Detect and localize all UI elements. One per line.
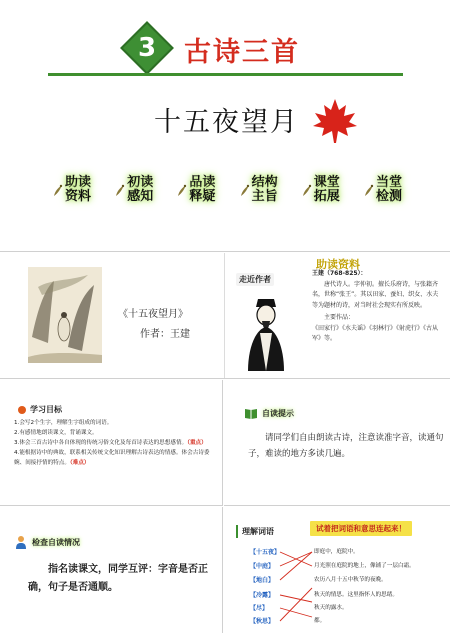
nav-item-test[interactable] [363,176,402,204]
nav-label: 助读 [65,175,92,190]
slide-cover[interactable] [0,0,450,252]
title-underline [48,73,403,76]
match-line [280,552,312,580]
vocab-term[interactable]: 【尽】 [250,605,269,612]
check-heading [14,535,80,549]
works-list: 《田家行》《水夫谣》《羽林行》《射虎行》《古从军》等。 [312,324,439,342]
vocab-def[interactable]: 月光照在庭院的地上，像铺了一层白霜。 [314,563,415,569]
matching-lines [224,507,450,633]
author-tag: 走近作者 [236,273,274,286]
nav-item-first-reading[interactable] [114,176,153,204]
nav-label: 拓展 [313,189,340,204]
vocab-term[interactable]: 【冷露】 [250,592,275,599]
vocab-term[interactable]: 【秋思】 [250,618,275,625]
bird-icon [52,182,63,198]
bird-icon [114,182,125,198]
nav-item-structure[interactable] [239,176,278,204]
vocab-term[interactable]: 【地白】 [250,577,275,584]
vocab-title: 理解词语 [236,525,278,538]
nav-label: 品读 [189,175,216,190]
nav-label: 结构 [251,175,278,190]
goal-item: 1.会写2个生字，理解生字组成的词语。 [14,420,113,426]
nav-label: 课堂 [313,175,340,190]
bird-icon [239,182,250,198]
nav-label: 检测 [375,189,402,204]
check-title: 检查自读情况 [32,537,80,547]
match-line [280,595,312,602]
goals-heading [18,404,62,415]
vocab-banner: 试着把词语和意思连起来！ [310,521,412,536]
vocab-def[interactable]: 秋天的露水。 [314,605,348,611]
slide-check[interactable] [0,507,223,633]
tips-title: 自读提示 [262,408,294,418]
goal-item: 2.有感情地朗读课文，背诵课文。 [14,430,98,436]
bird-icon [176,182,187,198]
slide-author[interactable] [0,253,450,379]
poet-portrait-image [236,293,296,371]
vocab-term[interactable]: 【中庭】 [250,563,275,570]
author-name-line: 王建（768-825）： [312,270,367,277]
slide-divider [224,253,225,379]
poem-author: 作者：王建 [140,329,190,340]
vocab-term[interactable]: 【十五夜】 [250,549,281,556]
key-point-tag: （重点） [187,440,207,446]
nav-label: 资料 [65,189,92,204]
book-icon [244,407,258,419]
goals-title: 学习目标 [30,405,62,414]
poem-book-title: 《十五夜望月》 [118,309,188,320]
vocab-def[interactable]: 秋天的情思。这里指怀人的思绪。 [314,592,398,598]
vocab-def[interactable]: 农历八月十五中秋节的夜晚。 [314,577,387,583]
nav-label: 当堂 [375,175,402,190]
author-bio-text: 唐代诗人。字仲初。擅长乐府诗，与张籍齐名，世称“张王”。其以田家、蚕妇、织女、水夫等为题材的诗，对当时社会现实有所反映。 [312,280,439,309]
author-bio [312,269,442,345]
nav-item-close-reading[interactable] [176,176,215,204]
bullet-icon [18,406,26,414]
tips-body: 请同学们自由朗读古诗，注意读准字音，读通句子，难读的地方多读几遍。 [248,433,444,459]
check-body: 指名读课文，同学互评：字音是否正确，句子是否通顺。 [28,564,208,593]
nav-item-extension[interactable] [301,176,340,204]
nav-label: 主旨 [251,189,278,204]
works-title: 主要作品： [324,314,355,321]
nav-item-reading-aids[interactable] [52,176,91,204]
slide-tips[interactable] [224,380,450,506]
vocab-def[interactable]: 都。 [314,618,326,624]
slide-vocab[interactable] [224,507,450,633]
landscape-painting-image [28,267,102,363]
vocab-def[interactable]: 即庭中，庭院中。 [314,549,359,555]
tips-heading [244,407,294,419]
lesson-number: 3 [137,33,157,63]
student-icon [14,535,28,549]
bird-icon [363,182,374,198]
slide-goals[interactable] [0,380,223,506]
nav-label: 感知 [127,189,154,204]
nav-label: 释疑 [189,189,216,204]
maple-leaf-icon [310,96,360,146]
goals-list [14,418,219,468]
section-nav [52,176,402,204]
section-title: 助读资料 [316,258,360,271]
goal-item: 3.体会三首古诗中各自体现的传统习俗文化及每首诗表达的思想感情。（重点） [14,440,207,446]
goal-item: 4.能根据诗中的典故，联系相关传统文化知识理解古诗表达的情感。体会古诗委婉、间接抒情的特点。（难点） [14,450,210,466]
bird-icon [301,182,312,198]
poem-title: 十五夜望月 [154,107,299,138]
lesson-title: 古诗三首 [184,37,300,68]
nav-label: 初读 [127,175,154,190]
difficult-point-tag: （难点） [69,460,90,466]
